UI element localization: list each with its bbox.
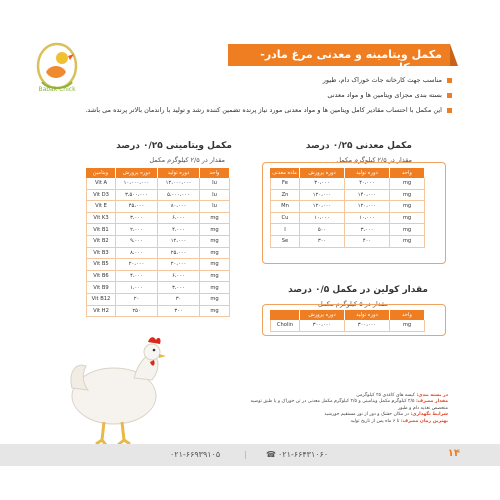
table-cell: ۱۲۰،۰۰۰ [300,190,345,202]
table-cell: ۶،۰۰۰ [158,213,200,225]
choline-table [270,310,425,332]
table-cell: mg [200,294,230,306]
page-number: ۱۴ [447,448,460,459]
table-header: واحد [200,168,230,178]
table-cell: Vit H2 [86,306,116,318]
table-row [86,201,230,213]
table-row [270,320,425,332]
vitamin-title: مکمل ویتامینی ۰/۲۵ درصد [116,141,232,151]
table-cell: Zn [270,190,300,202]
table-row [86,282,230,294]
table-cell: Cu [270,213,300,225]
table-cell: mg [200,259,230,271]
table-cell: ۲۰،۰۰۰ [116,259,158,271]
table-cell: ۴۰،۰۰۰ [345,178,390,190]
table-cell: mg [390,201,425,213]
table-cell: I [270,224,300,236]
table-cell: ۳۰۰،۰۰۰ [300,320,345,332]
table-header: واحد [390,168,425,178]
table-cell: ۴،۰۰۰ [116,271,158,283]
note-label: شرایط نگهداری: [410,412,448,418]
table-cell: Se [270,236,300,248]
table-cell: ۸،۰۰۰ [116,248,158,260]
table-row [270,201,425,213]
separator: | [244,450,247,459]
table-row [270,236,425,248]
table-cell: ۱۴۰،۰۰۰ [345,190,390,202]
table-cell: mg [390,213,425,225]
table-cell: ۲۰ [116,294,158,306]
mineral-table [270,168,425,248]
table-cell: ۴،۰۰۰ [158,224,200,236]
table-cell: ۱۰،۰۰۰،۰۰۰ [116,178,158,190]
table-header: ماده معدنی [270,168,300,178]
table-row [86,213,230,225]
table-cell: ۳،۵۰۰،۰۰۰ [116,190,158,202]
note-line [248,399,448,412]
table-cell: Vit K3 [86,213,116,225]
note-label: در بسته بندی: [416,393,448,398]
table-cell: ۱،۰۰۰ [116,282,158,294]
table-cell: ۴۵،۰۰۰ [116,201,158,213]
table-cell: Mn [270,201,300,213]
table-cell: ۵۰۰ [300,224,345,236]
table-cell: ۸۰،۰۰۰ [158,201,200,213]
table-cell: Iu [200,190,230,202]
footer-bar [0,444,500,466]
table-cell: Fe [270,178,300,190]
feature-list [62,76,452,121]
table-header: دوره تولید [345,168,390,178]
table-cell: ۱۰،۰۰۰ [300,213,345,225]
table-cell: Vit B2 [86,236,116,248]
table-row [270,224,425,236]
table-cell: mg [200,306,230,318]
table-cell: ۲۰،۰۰۰ [158,259,200,271]
phone-icon: ☎ [266,450,276,459]
table-cell: ۱۰،۰۰۰ [345,213,390,225]
table-cell: ۳۰۰ [300,236,345,248]
note-text: تا ۶ ماه پس از تاریخ تولید [350,418,400,424]
table-cell: ۳۰ [158,294,200,306]
table-header: دوره پرورش [300,168,345,178]
table-header [270,310,300,320]
table-row [86,306,230,318]
choline-title: مقدار کولین در مکمل ۰/۵ درصد [288,285,428,295]
table-cell: ۳۰۰،۰۰۰ [345,320,390,332]
table-row [86,294,230,306]
table-header: دوره تولید [158,168,200,178]
table-row [86,190,230,202]
page-title: مکمل ویتامینه و معدنی مرغ مادر- سویه کاب [228,44,450,66]
table-cell: mg [200,282,230,294]
note-line [248,419,448,425]
table-cell: mg [390,320,425,332]
table-cell: ۳،۰۰۰ [116,213,158,225]
table-header: ویتامین [86,168,116,178]
table-cell: mg [390,190,425,202]
note-label: مقدار مصرف: [415,399,448,405]
phone-number: ۰۲۱-۶۶۴۳۱۰۶۰ [278,450,329,459]
table-row [270,190,425,202]
mineral-title: مکمل معدنی ۰/۲۵ درصد [305,141,412,151]
table-cell: Vit B3 [86,248,116,260]
brand-name: Babak Chick [38,86,76,93]
table-cell: Cholin [270,320,300,332]
table-row [86,248,230,260]
table-cell: mg [200,236,230,248]
table-cell: ۵،۰۰۰،۰۰۰ [158,190,200,202]
table-row [270,178,425,190]
table-cell: mg [390,224,425,236]
mineral-subtitle: مقدار در ۲/۵ کیلوگرم مکمل [336,156,412,164]
table-cell: ۲۵۰ [116,306,158,318]
table-cell: mg [390,236,425,248]
table-cell: mg [390,178,425,190]
feature-item: مناسب جهت کارخانه جات خوراک دام، طیور [62,76,452,85]
hen-illustration [64,328,184,448]
table-cell: Vit B1 [86,224,116,236]
table-row [270,213,425,225]
table-cell: ۹،۰۰۰ [116,236,158,248]
table-cell: mg [200,248,230,260]
table-cell: ۶،۰۰۰ [158,271,200,283]
table-cell: ۱۲۰،۰۰۰ [345,201,390,213]
table-cell: ۱۲،۰۰۰ [158,236,200,248]
vitamin-table [86,168,230,317]
table-cell: Vit A [86,178,116,190]
vitamin-subtitle: مقدار در ۲/۵ کیلوگرم مکمل [149,156,225,164]
table-row [86,259,230,271]
feature-item: بسته بندی مجزای ویتامین ها و مواد معدنی [62,91,452,100]
table-cell: Vit B9 [86,282,116,294]
note-text: ۲/۵ کیلوگرم مکمل ویتامینی و ۲/۵ کیلوگرم مکمل معدنی در تن خوراک و یا طبق توصیه متخصص تغذیه دام و طیور [250,399,448,411]
table-cell: mg [200,224,230,236]
table-header: دوره پرورش [116,168,158,178]
table-header: واحد [390,310,425,320]
table-cell: Vit D3 [86,190,116,202]
note-text: کیسه های کاغذی ۲۵ کیلوگرمی [356,393,415,398]
note-text: در مکان خشک و دور از نور مستقیم خورشید [324,412,409,418]
table-cell: Vit E [86,201,116,213]
table-cell: ۲،۰۰۰ [116,224,158,236]
note-label: بهترین زمان مصرف: [400,418,448,424]
feature-item: این مکمل با احتساب مقادیر کامل ویتامین ها و مواد معدنی مورد نیاز پرنده تضمین کننده رشد و تولید با راندمان بالاتر پرنده می باشد. [62,106,452,115]
table-cell: ۲۵،۰۰۰ [158,248,200,260]
usage-notes [248,393,448,425]
table-cell: Iu [200,201,230,213]
phone-number: ۰۲۱-۶۶۹۳۹۱۰۵ [170,450,221,459]
table-cell: ۳۰،۰۰۰ [300,178,345,190]
table-row [86,271,230,283]
table-cell: ۱۲۰،۰۰۰ [300,201,345,213]
table-cell: Vit B6 [86,271,116,283]
table-cell: ۳۰۰ [158,306,200,318]
table-header: دوره پرورش [300,310,345,320]
table-cell: ۴۰۰ [345,236,390,248]
choline-subtitle: مقدار در ۵ کیلوگرم مکمل [318,300,388,308]
table-cell: mg [200,213,230,225]
table-cell: ۳،۰۰۰ [158,282,200,294]
table-cell: Vit B12 [86,294,116,306]
table-cell: mg [200,271,230,283]
table-row [86,224,230,236]
table-cell: Iu [200,178,230,190]
table-cell: Vit B5 [86,259,116,271]
table-cell: ۱۲،۰۰۰،۰۰۰ [158,178,200,190]
table-cell: ۳،۰۰۰ [345,224,390,236]
table-header: دوره تولید [345,310,390,320]
table-row [86,236,230,248]
table-row [86,178,230,190]
